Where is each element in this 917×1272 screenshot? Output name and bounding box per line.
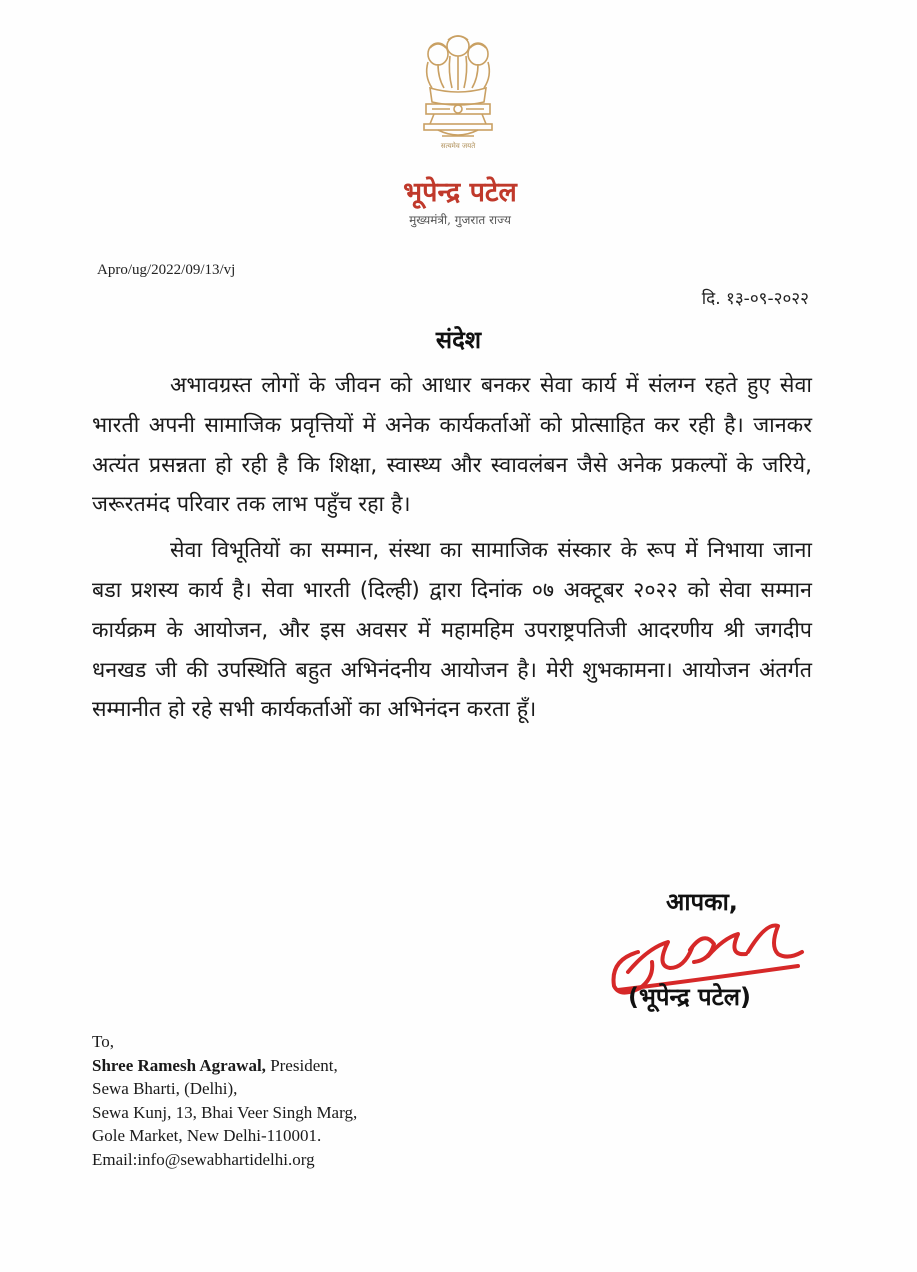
- message-body: [92, 366, 812, 730]
- letterhead-title: मुख्यमंत्री, गुजरात राज्य: [409, 213, 511, 227]
- letterhead-name: भूपेन्द्र पटेल: [403, 177, 517, 208]
- address-line: Sewa Kunj, 13, Bhai Veer Singh Marg,: [92, 1102, 358, 1122]
- signatory-name: (भूपेन्द्र पटेल): [628, 983, 751, 1011]
- message-paragraph: अभावग्रस्त लोगों के जीवन को आधार बनकर सेवा कार्य में संलग्न रहते हुए सेवा भारती अपनी सामाजिक प्रवृत्तियों में अनेक कार्यकर्ताओं को प्रोत्साहित कर रही है। जानकर अत्यंत प्रसन्नता हो रही है कि शिक्षा, स्वास्थ्य और स्वावलंबन जैसे अनेक प्रकल्पों के जरिये, जरूरतमंद परिवार तक लाभ पहुँच रहा है।: [92, 373, 812, 518]
- recipient-role: President,: [265, 1055, 338, 1075]
- recipient-name: Shree Ramesh Agrawal,: [92, 1055, 266, 1075]
- address-to: To,: [92, 1032, 114, 1051]
- address-recipient: [92, 1054, 357, 1078]
- closing-salutation: आपका,: [666, 888, 738, 916]
- message-heading: संदेश: [435, 326, 482, 354]
- recipient-address: [92, 1030, 357, 1171]
- address-line: Sewa Bharti, (Delhi),: [92, 1079, 238, 1098]
- emblem-motto: सत्यमेव जयते: [440, 142, 476, 150]
- address-email: Email:info@sewabhartidelhi.org: [92, 1149, 315, 1169]
- letter-date: दि. १३-०९-२०२२: [701, 289, 809, 309]
- address-line: Gole Market, New Delhi-110001.: [92, 1126, 322, 1145]
- message-paragraph: सेवा विभूतियों का सम्मान, संस्था का सामाजिक संस्कार के रूप में निभाया जाना बडा प्रशस्य कार्य है। सेवा भारती (दिल्ही) द्वारा दिनांक ०७ अक्टूबर २०२२ को सेवा सम्मान कार्यक्रम के आयोजन, और इस अवसर में महामहिम उपराष्ट्रपतिजी आदरणीय श्री जगदीप धनखड जी की उपस्थिति बहुत अभिनंदनीय आयोजन है। मेरी शुभकामना। आयोजन अंतर्गत सम्मानीत हो रहे सभी कार्यकर्ताओं का अभिनंदन करता हूँ।: [92, 538, 812, 723]
- reference-number: Apro/ug/2022/09/13/vj: [97, 262, 236, 278]
- national-emblem-icon: [408, 28, 508, 156]
